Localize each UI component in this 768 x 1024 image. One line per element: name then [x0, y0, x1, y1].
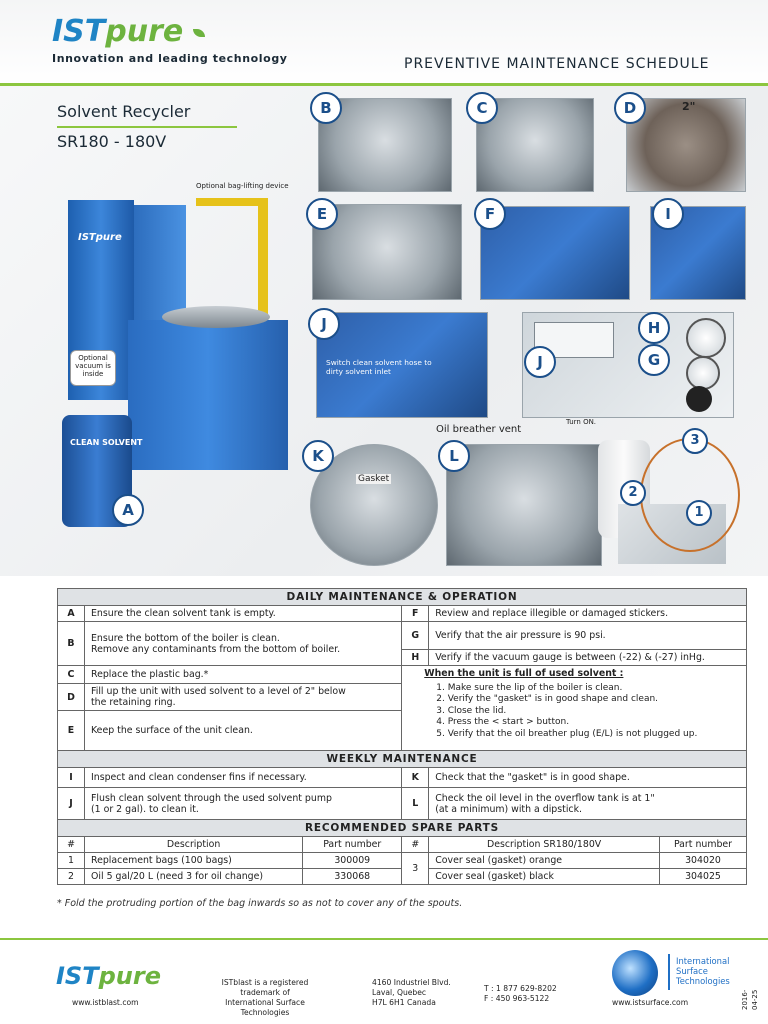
daily-task: Ensure the bottom of the boiler is clean. Remove any contaminants from the bottom of boiler. [85, 622, 402, 666]
footnote: * Fold the protruding portion of the bag inwards so as not to cover any of the spouts. [57, 898, 463, 909]
spare-header-part: Part number [303, 837, 402, 853]
spare-num: 2 [58, 869, 85, 885]
weekly-task: Check the oil level in the overflow tank is at 1" (at a minimum) with a dipstick. [429, 788, 747, 820]
marker-3: 3 [682, 428, 708, 454]
trademark-note: ISTblast is a registered trademark of International Surface Technologies [221, 978, 309, 1017]
product-title: Solvent Recycler [57, 102, 191, 121]
gasket-label: Gasket [358, 474, 390, 484]
page-title: PREVENTIVE MAINTENANCE SCHEDULE [404, 56, 710, 72]
daily-task: Keep the surface of the unit clean. [85, 711, 402, 751]
daily-section-title: DAILY MAINTENANCE & OPERATION [58, 589, 747, 606]
phone: T : 1 877 629-8202 [484, 984, 557, 993]
spare-num: 1 [58, 853, 85, 869]
daily-key: H [402, 650, 429, 666]
product-title-underline [57, 126, 237, 128]
daily-key: F [402, 606, 429, 622]
marker-b: B [310, 92, 342, 124]
marker-c: C [466, 92, 498, 124]
marker-i: I [652, 198, 684, 230]
weekly-section-title: WEEKLY MAINTENANCE [58, 751, 747, 768]
document-date: 2016-04-25 [741, 989, 759, 1010]
istpure-logo: ISTpure [52, 14, 205, 49]
maintenance-table [57, 588, 747, 885]
daily-task: Verify if the vacuum gauge is between (-22) & (-27) inHg. [429, 650, 747, 666]
oil-breather-label: Oil breather vent [436, 424, 522, 435]
daily-task: Replace the plastic bag.* [85, 666, 402, 684]
drum-label: CLEAN SOLVENT [70, 438, 143, 447]
machine-base [128, 320, 288, 470]
spare-header-num: # [402, 837, 429, 853]
spare-section-title: RECOMMENDED SPARE PARTS [58, 820, 747, 837]
marker-l: L [438, 440, 470, 472]
daily-task: Review and replace illegible or damaged stickers. [429, 606, 747, 622]
knob [686, 386, 712, 412]
marker-g: G [638, 344, 670, 376]
ist-wordmark: International Surface Technologies [676, 956, 730, 986]
marker-k: K [302, 440, 334, 472]
spare-part: 330068 [303, 869, 402, 885]
weekly-key: L [402, 788, 429, 820]
two-inch-label: 2" [682, 100, 696, 113]
daily-task: Ensure the clean solvent tank is empty. [85, 606, 402, 622]
air-pressure-gauge [686, 356, 720, 390]
daily-key: C [58, 666, 85, 684]
marker-1: 1 [686, 500, 712, 526]
istblast-link[interactable]: www.istblast.com [72, 998, 139, 1007]
spare-desc: Cover seal (gasket) black [429, 869, 660, 885]
marker-d: D [614, 92, 646, 124]
footer-logo: ISTpure [56, 962, 161, 990]
marker-f: F [474, 198, 506, 230]
hoist-arm [196, 198, 268, 206]
address: 4160 Industriel Blvd. Laval, Quebec H7L 6H1 Canada [372, 978, 451, 1007]
daily-key: B [58, 622, 85, 666]
tagline: Innovation and leading technology [52, 52, 288, 65]
ist-globe-logo [612, 950, 658, 996]
weekly-key: K [402, 768, 429, 788]
product-model: SR180 - 180V [57, 132, 167, 151]
daily-key: G [402, 622, 429, 650]
marker-e: E [306, 198, 338, 230]
switch-hose-label: Switch clean solvent hose to dirty solvent inlet [326, 358, 432, 376]
vacuum-note: Optional vacuum is inside [70, 350, 116, 386]
logo-divider [668, 954, 670, 990]
machine-lid [162, 306, 270, 328]
bag-lifting-label: Optional bag-lifting device [196, 182, 289, 190]
spare-num: 3 [402, 853, 429, 885]
spare-part: 304020 [660, 853, 747, 869]
machine-logo: ISTpure [78, 232, 122, 243]
procedure-title: When the unit is full of used solvent : [424, 668, 624, 679]
marker-j-panel: J [524, 346, 556, 378]
leaf-icon [193, 29, 205, 37]
istsurface-link[interactable]: www.istsurface.com [612, 998, 689, 1007]
marker-2: 2 [620, 480, 646, 506]
gasket-ring [640, 438, 740, 552]
procedure-step: 2. Verify the "gasket" is in good shape and clean. [436, 694, 659, 705]
procedure-step: 3. Close the lid. [436, 705, 507, 716]
weekly-key: J [58, 788, 85, 820]
weekly-task: Check that the "gasket" is in good shape. [429, 768, 747, 788]
daily-key: E [58, 711, 85, 751]
spare-header-desc: Description [85, 837, 303, 853]
marker-h: H [638, 312, 670, 344]
spare-desc: Oil 5 gal/20 L (need 3 for oil change) [85, 869, 303, 885]
weekly-key: I [58, 768, 85, 788]
procedure-step: 1. Make sure the lip of the boiler is clean. [436, 683, 623, 693]
full-unit-procedure [402, 666, 747, 751]
photo-l-dipstick [446, 444, 602, 566]
phone-fax [484, 984, 557, 1004]
spare-part: 304025 [660, 869, 747, 885]
marker-a: A [112, 494, 144, 526]
turn-on-label: Turn ON. [566, 418, 597, 426]
weekly-task: Inspect and clean condenser fins if necessary. [85, 768, 402, 788]
footer-divider [0, 938, 768, 940]
spare-header-part: Part number [660, 837, 747, 853]
machine-column [134, 205, 186, 320]
fax: F : 450 963-5122 [484, 994, 550, 1003]
spare-desc: Replacement bags (100 bags) [85, 853, 303, 869]
daily-key: A [58, 606, 85, 622]
spare-header-desc: Description SR180/180V [429, 837, 660, 853]
daily-task: Verify that the air pressure is 90 psi. [429, 622, 747, 650]
vacuum-gauge [686, 318, 726, 358]
procedure-step: 5. Verify that the oil breather plug (E/L) is not plugged up. [436, 728, 698, 739]
procedure-step: 4. Press the < start > button. [436, 717, 570, 728]
daily-task: Fill up the unit with used solvent to a level of 2" below the retaining ring. [85, 684, 402, 711]
spare-desc: Cover seal (gasket) orange [429, 853, 660, 869]
marker-j-hoses: J [308, 308, 340, 340]
spare-part: 300009 [303, 853, 402, 869]
hoist-post [258, 200, 268, 320]
weekly-task: Flush clean solvent through the used solvent pump (1 or 2 gal). to clean it. [85, 788, 402, 820]
spare-header-num: # [58, 837, 85, 853]
daily-key: D [58, 684, 85, 711]
